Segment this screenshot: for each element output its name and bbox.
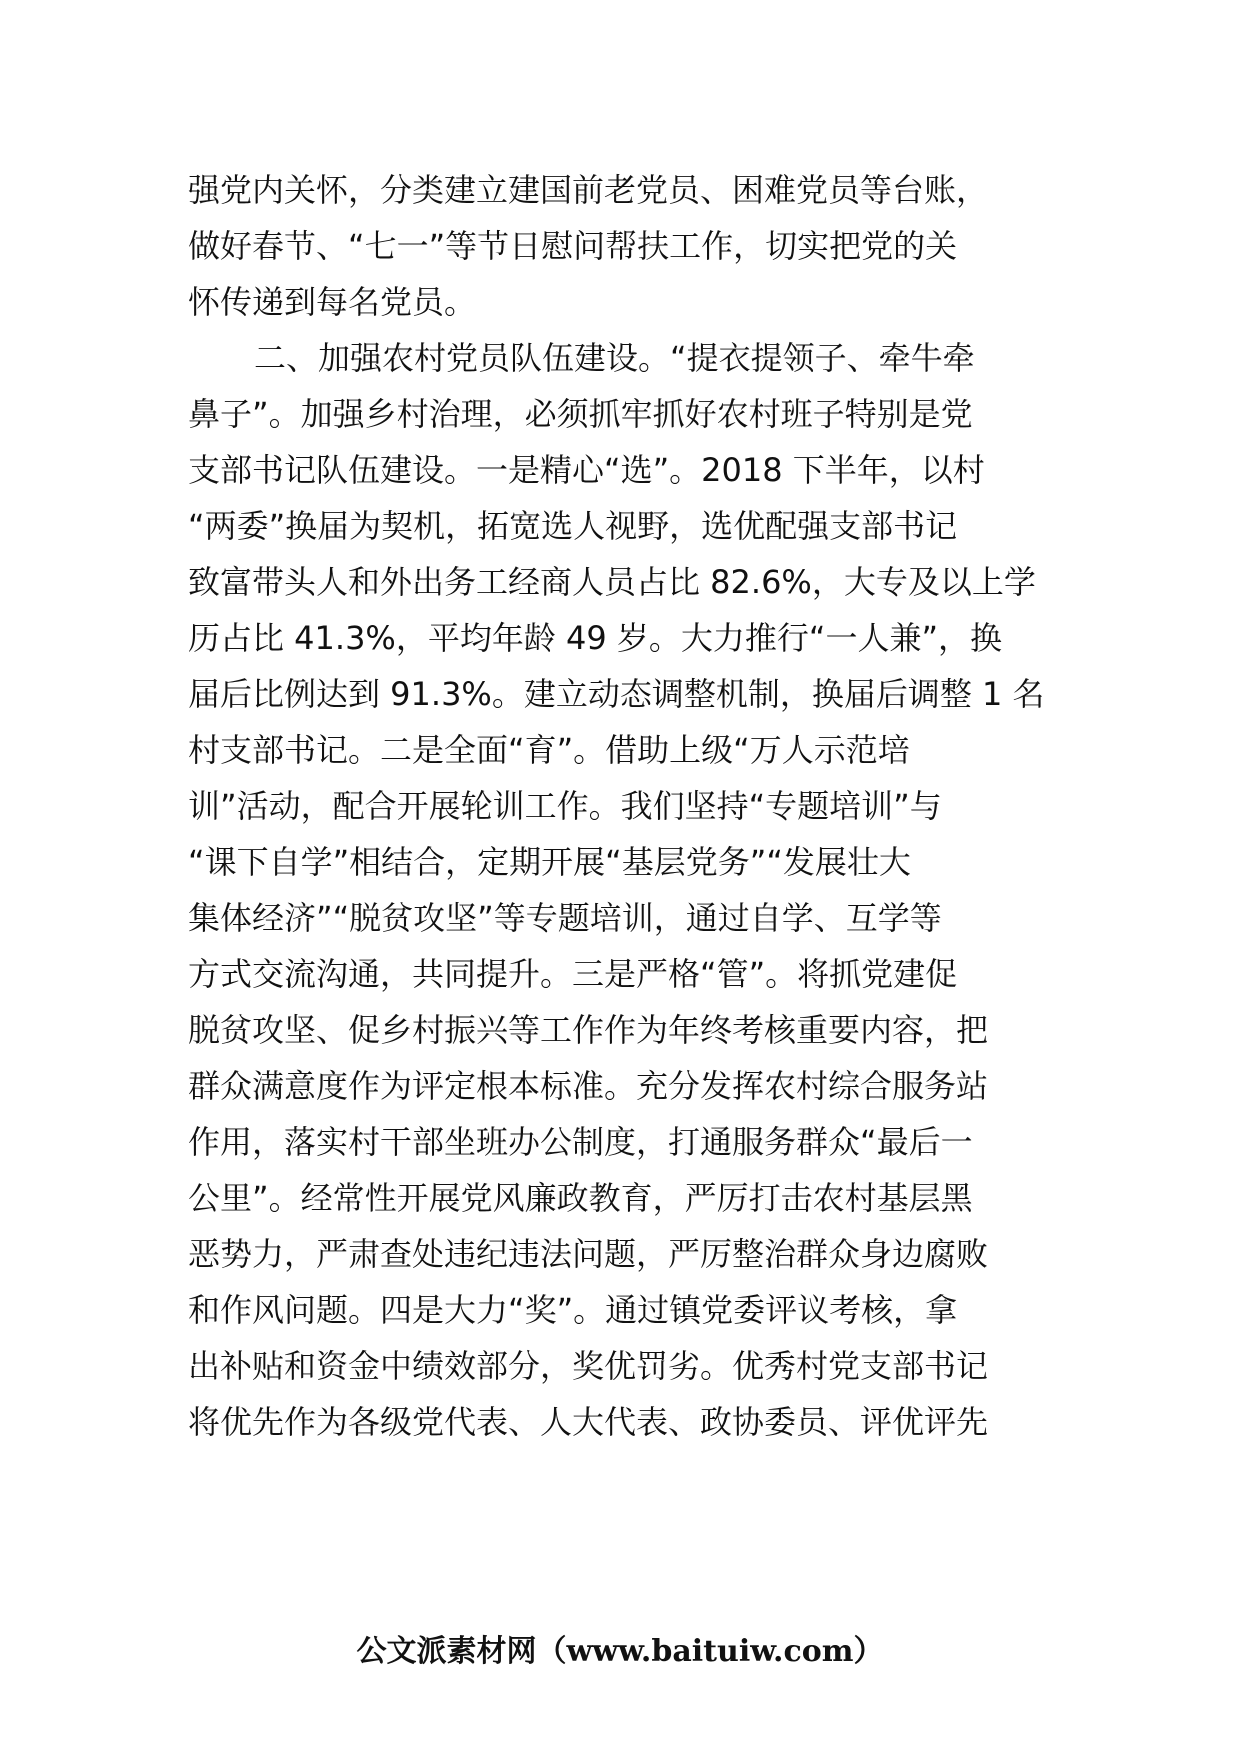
text-line: 训”活动，配合开展轮训工作。我们坚持“专题培训”与	[188, 787, 942, 825]
text-line: 将优先作为各级党代表、人大代表、政协委员、评优评先	[188, 1403, 989, 1441]
text-line: 脱贫攻坚、促乡村振兴等工作作为年终考核重要内容，把	[188, 1011, 989, 1049]
text-line: 作用，落实村干部坐班办公制度，打通服务群众“最后一	[188, 1123, 973, 1161]
text-line: 恶势力，严肃查处违纪违法问题，严厉整治群众身边腐败	[188, 1235, 989, 1273]
text-line: 公里”。经常性开展党风廉政教育，严厉打击农村基层黑	[188, 1179, 973, 1217]
footer-watermark: 公文派素材网（www.baituiw.com）	[356, 1634, 884, 1669]
text-line: “两委”换届为契机，拓宽选人视野，选优配强支部书记	[188, 507, 958, 545]
text-line: 支部书记队伍建设。一是精心“选”。2018 下半年，以村	[188, 451, 985, 489]
text-line: 方式交流沟通，共同提升。三是严格“管”。将抓党建促	[188, 955, 958, 993]
text-line: 集体经济”“脱贫攻坚”等专题培训，通过自学、互学等	[188, 899, 942, 937]
text-line: 怀传递到每名党员。	[188, 283, 477, 321]
text-line: 强党内关怀，分类建立建国前老党员、困难党员等台账，	[188, 171, 989, 209]
text-line: 出补贴和资金中绩效部分，奖优罚劣。优秀村党支部书记	[188, 1347, 989, 1385]
text-line: 致富带头人和外出务工经商人员占比 82.6%，大专及以上学	[188, 563, 1036, 601]
text-line: 鼻子”。加强乡村治理，必须抓牢抓好农村班子特别是党	[188, 395, 973, 433]
text-line: 村支部书记。二是全面“育”。借助上级“万人示范培	[188, 731, 910, 769]
text-line: 历占比 41.3%，平均年龄 49 岁。大力推行“一人兼”，换	[188, 619, 1003, 657]
paragraph-heading-line: 二、加强农村党员队伍建设。“提衣提领子、牵牛牵	[254, 339, 975, 377]
text-line: 群众满意度作为评定根本标准。充分发挥农村综合服务站	[188, 1067, 989, 1105]
text-line: 届后比例达到 91.3%。建立动态调整机制，换届后调整 1 名	[188, 675, 1045, 713]
text-line: 和作风问题。四是大力“奖”。通过镇党委评议考核，拿	[188, 1291, 958, 1329]
text-line: “课下自学”相结合，定期开展“基层党务”“发展壮大	[188, 843, 911, 881]
text-line: 做好春节、“七一”等节日慰问帮扶工作，切实把党的关	[188, 227, 958, 265]
